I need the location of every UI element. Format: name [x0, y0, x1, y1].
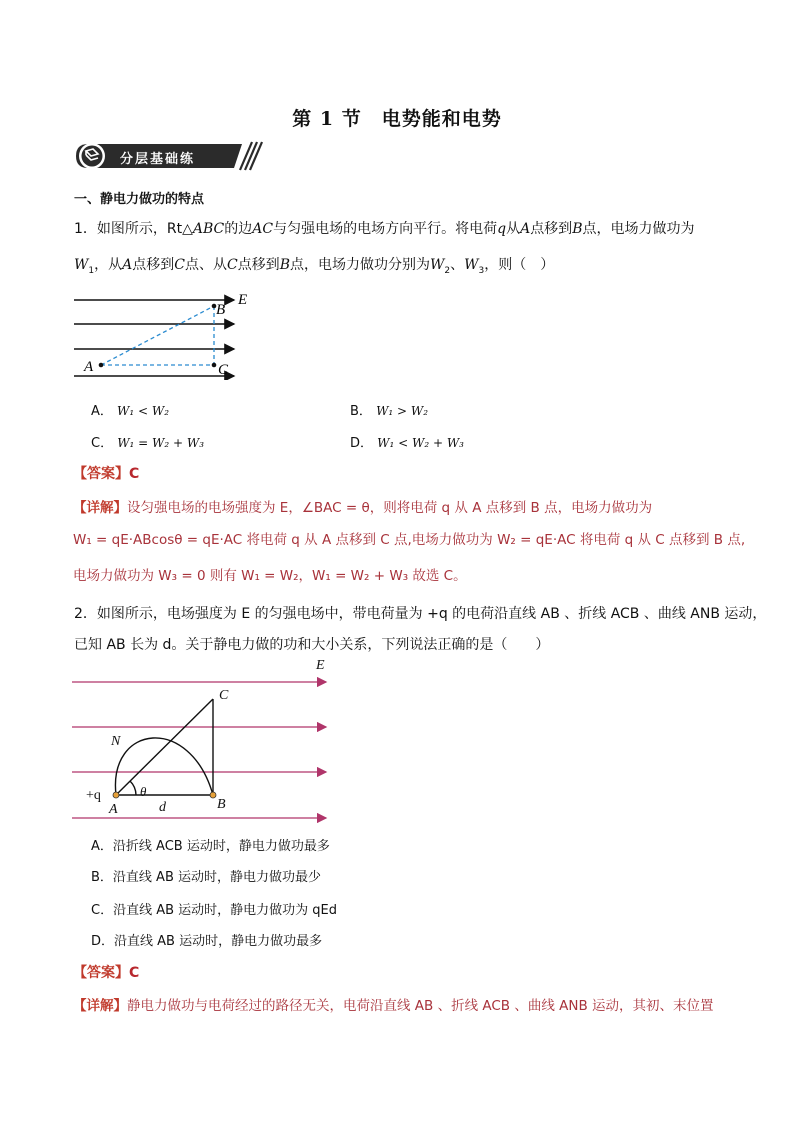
- label-n: N: [111, 734, 121, 749]
- q2-option-a[interactable]: A．沿折线 ACB 运动时，静电力做功最多: [91, 839, 330, 854]
- label-e: E: [316, 658, 325, 673]
- label-e: E: [238, 292, 248, 308]
- q1-detail-line1: 【详解】设匀强电场的电场强度为 E，∠BAC = θ，则将电荷 q 从 A 点移到 B 点，电场力做功为: [73, 500, 653, 516]
- page-title: 第 1 节 电势能和电势: [292, 108, 502, 130]
- q2-option-d[interactable]: D．沿直线 AB 运动时，静电力做功最多: [91, 934, 323, 949]
- label-c: C: [218, 362, 229, 378]
- point-a: [99, 363, 104, 368]
- q1-detail-line3: 电场力做功为 W₃ = 0 则有 W₁ = W₂，W₁ = W₂ + W₃ 故选 C。: [73, 568, 467, 584]
- angle-arc: [130, 781, 136, 795]
- q1-figure: [68, 288, 268, 380]
- section-heading: 一、静电力做功的特点: [74, 192, 205, 207]
- q1-detail-line2: W₁ = qE·ABcosθ = qE·AC 将电荷 q 从 A 点移到 C 点,电场力做功为 W₂ = qE·AC 将电荷 q 从 C 点移到 B 点,: [73, 532, 746, 548]
- segment-ab: [101, 306, 214, 365]
- q1-stem-line2: $W_1$，从A点移到C点、从C点移到B点，电场力做功分别为$W_2$、$W_3$，则（ ）: [74, 257, 555, 276]
- label-b: B: [216, 302, 226, 318]
- q1-option-b[interactable]: B． W₁ > W₂: [350, 404, 429, 419]
- point-b: [210, 792, 216, 798]
- label-a: A: [84, 359, 94, 375]
- label-c: C: [219, 688, 229, 703]
- q2-detail-line1: 【详解】静电力做功与电荷经过的路径无关，电荷沿直线 AB 、折线 ACB 、曲线 ANB 运动，其初、末位置: [73, 998, 714, 1014]
- label-b: B: [217, 797, 226, 812]
- q2-stem-line2: 已知 AB 长为 d。关于静电力做的功和大小关系，下列说法正确的是（ ）: [74, 637, 550, 653]
- q2-figure: [70, 654, 340, 824]
- label-q: +q: [86, 788, 101, 803]
- label-d: d: [159, 800, 166, 815]
- q2-option-b[interactable]: B．沿直线 AB 运动时，静电力做功最少: [91, 870, 321, 885]
- point-a: [113, 792, 119, 798]
- banner-label: 分层基础练: [120, 152, 196, 167]
- q2-answer: 【答案】C: [73, 965, 140, 981]
- label-a: A: [109, 802, 118, 817]
- q1-answer: 【答案】C: [73, 466, 140, 482]
- q1-option-d[interactable]: D． W₁ < W₂ + W₃: [350, 436, 464, 451]
- point-c: [212, 363, 217, 368]
- q1-option-a[interactable]: A． W₁ < W₂: [91, 404, 170, 419]
- label-theta: θ: [140, 784, 147, 799]
- q1-option-c[interactable]: C． W₁ = W₂ + W₃: [91, 436, 205, 451]
- q1-stem-line1: 1．如图所示，Rt△ABC的边AC与匀强电场的电场方向平行。将电荷q从A点移到B点，电场力做功为: [74, 221, 695, 237]
- q2-option-c[interactable]: C．沿直线 AB 运动时，静电力做功为 qEd: [91, 903, 338, 918]
- q2-stem-line1: 2．如图所示，电场强度为 E 的匀强电场中，带电荷量为 +q 的电荷沿直线 AB 、折线 ACB 、曲线 ANB 运动，: [74, 606, 767, 622]
